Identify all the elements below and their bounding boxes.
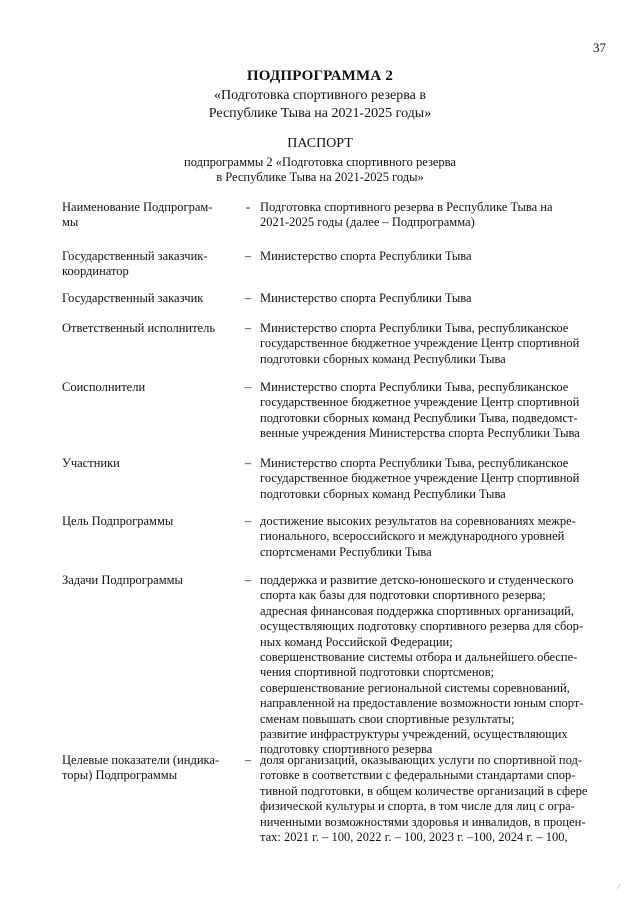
value-line: ных команд Российской Федерации; [260, 634, 453, 649]
row-dash: – [244, 573, 252, 587]
value-line: Министерство спорта Республики Тыва, республиканское [260, 380, 569, 394]
label-line: Ответственный исполнитель [62, 321, 216, 335]
passport-row-value [260, 456, 602, 502]
value-line: адресная финансовая поддержка спортивных организаций, [260, 603, 574, 618]
value-line: Подготовка спортивного резерва в Республике Тыва на [260, 200, 553, 214]
passport-row-label [62, 753, 234, 783]
passport-row-label [62, 291, 234, 306]
label-line: координатор [62, 264, 129, 278]
passport-subtitle-line-2: в Республике Тыва на 2021-2025 годы» [216, 170, 424, 184]
value-line: Министерство спорта Республики Тыва [260, 291, 472, 305]
value-line: тивной подготовки, в общем количестве организаций в сфере [260, 783, 588, 798]
passport-title: ПАСПОРТ [287, 136, 353, 151]
program-subtitle-line-1: «Подготовка спортивного резерва в [214, 88, 426, 103]
value-line: государственное бюджетное учреждение Центр спортивной [260, 471, 580, 486]
value-line: совершенствование системы отбора и дальнейшего обеспе- [260, 650, 578, 665]
label-line: Задачи Подпрограммы [62, 573, 183, 587]
passport-row-value [260, 573, 602, 758]
scan-artifact-icon: ⁄ [618, 882, 620, 891]
passport-row-label [62, 321, 234, 336]
value-line: Министерство спорта Республики Тыва, республиканское [260, 321, 569, 335]
value-line: спорта как базы для подготовки спортивного резерва; [260, 588, 546, 603]
value-line: доля организаций, оказывающих услуги по спортивной под- [260, 753, 583, 767]
row-dash: – [244, 456, 252, 470]
label-line: Наименование Подпрограм- [62, 200, 213, 214]
label-line: мы [62, 215, 79, 229]
value-line: венные учреждения Министерства спорта Республики Тыва [260, 426, 580, 441]
row-dash: – [244, 380, 252, 394]
value-line: подготовки сборных команд Республики Тыва [260, 486, 506, 501]
passport-subtitle [0, 155, 640, 185]
passport-row-value [260, 200, 602, 231]
passport-row-label [62, 456, 234, 471]
label-line: Соисполнители [62, 380, 146, 394]
label-line: Целевые показатели (индика- [62, 753, 220, 767]
value-line: чения спортивной подготовки спортсменов; [260, 665, 495, 680]
row-dash: – [244, 291, 252, 305]
value-line: гионального, всероссийского и международного уровней [260, 529, 565, 544]
program-subtitle [0, 87, 640, 123]
label-line: торы) Подпрограммы [62, 768, 178, 782]
passport-row-label [62, 573, 234, 588]
value-line: Министерство спорта Республики Тыва [260, 249, 472, 263]
label-line: Участники [62, 456, 120, 470]
passport-subtitle-line-1: подпрограммы 2 «Подготовка спортивного резерва [184, 155, 456, 169]
value-line: направленной на предоставление возможности юным спорт- [260, 696, 584, 711]
value-line: государственное бюджетное учреждение Центр спортивной [260, 395, 580, 410]
passport-row-value [260, 291, 602, 306]
row-dash: – [244, 514, 252, 528]
value-line: осуществляющих подготовку спортивного резерва для сбор- [260, 619, 584, 634]
value-line: развитие инфраструктуры учреждений, осуществляющих [260, 727, 568, 742]
value-line: достижение высоких результатов на соревнованиях межре- [260, 514, 576, 528]
value-line: поддержка и развитие детско-юношеского и студенческого [260, 573, 574, 587]
passport-row-value [260, 249, 602, 264]
value-line: подготовки сборных команд Республики Тыва [260, 351, 506, 366]
value-line: 2021-2025 годы (далее – Подпрограмма) [260, 215, 475, 230]
program-subtitle-line-2: Республике Тыва на 2021-2025 годы» [208, 106, 432, 121]
row-dash: - [245, 200, 251, 214]
row-dash: – [244, 249, 252, 263]
row-dash: – [244, 753, 252, 767]
value-line: совершенствование региональной системы соревнований, [260, 680, 570, 695]
value-line: спортсменами Республики Тыва [260, 544, 432, 559]
passport-row-label [62, 200, 234, 230]
value-line: подготовку спортивного резерва [260, 742, 433, 757]
passport-row-value [260, 321, 602, 367]
passport-row-value [260, 753, 602, 845]
row-dash: – [244, 321, 252, 335]
passport-row-value [260, 514, 602, 560]
passport-row-label [62, 249, 234, 279]
value-line: подготовки сборных команд Республики Тыва, подведомст- [260, 410, 578, 425]
passport-row-value [260, 380, 602, 442]
value-line: тах: 2021 г. – 100, 2022 г. – 100, 2023 г. –100, 2024 г. – 100, [260, 830, 568, 845]
value-line: государственное бюджетное учреждение Центр спортивной [260, 336, 580, 351]
program-title: ПОДПРОГРАММА 2 [246, 68, 394, 84]
page-number: 37 [593, 40, 606, 55]
value-line: физической культуры и спорта, в том числе для лиц с огра- [260, 799, 575, 814]
label-line: Цель Подпрограммы [62, 514, 174, 528]
value-line: сменам повышать свои спортивные результаты; [260, 711, 515, 726]
value-line: Министерство спорта Республики Тыва, республиканское [260, 456, 569, 470]
value-line: готовке в соответствии с федеральными стандартами спор- [260, 768, 576, 783]
value-line: ниченными возможностями здоровья и инвалидов, в процен- [260, 814, 586, 829]
label-line: Государственный заказчик [62, 291, 204, 305]
passport-row-label [62, 380, 234, 395]
label-line: Государственный заказчик- [62, 249, 208, 263]
passport-row-label [62, 514, 234, 529]
